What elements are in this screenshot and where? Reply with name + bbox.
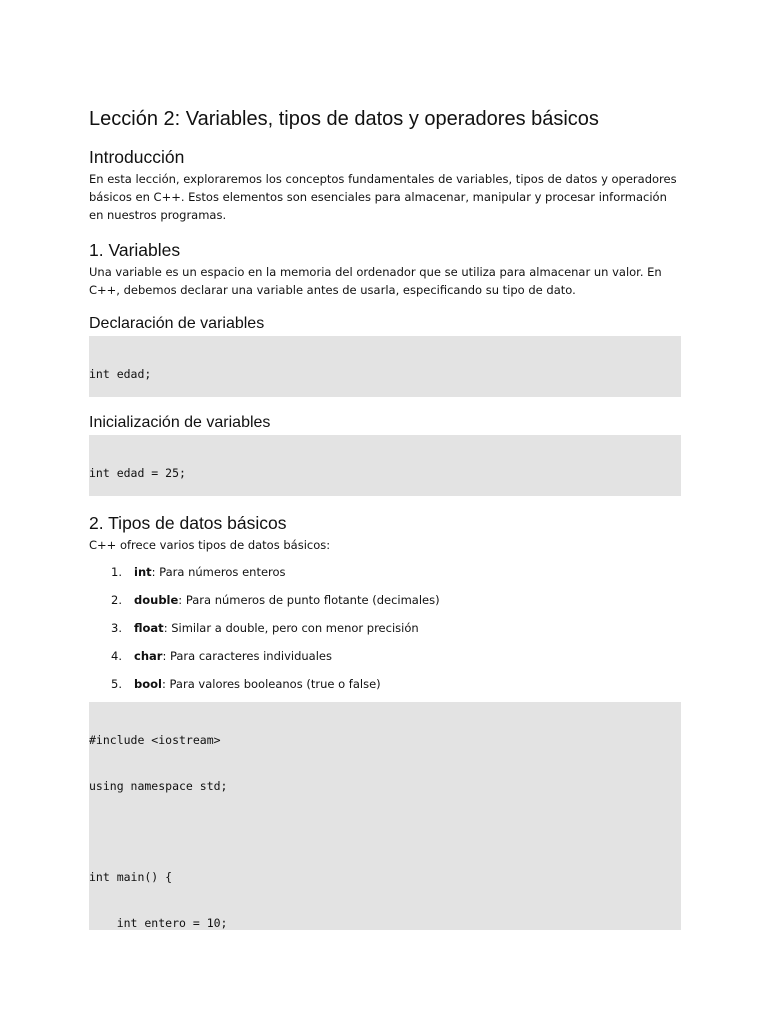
list-item-desc: : Para caracteres individuales bbox=[162, 649, 332, 663]
list-item-desc: : Para números de punto flotante (decimales) bbox=[178, 593, 440, 607]
code-line: int edad = 25; bbox=[89, 466, 186, 481]
initialization-heading: Inicialización de variables bbox=[89, 414, 271, 431]
code-line: int edad; bbox=[89, 367, 152, 382]
list-item-desc: : Para valores booleanos (true o false) bbox=[161, 677, 381, 691]
intro-heading: Introducción bbox=[89, 147, 185, 167]
types-paragraph: C++ ofrece varios tipos de datos básicos: bbox=[89, 538, 331, 552]
code-line: using namespace std; bbox=[89, 779, 228, 793]
list-item-term: bool bbox=[134, 677, 162, 691]
list-item-term: int bbox=[134, 565, 152, 579]
initialization-code-block bbox=[89, 435, 681, 496]
declaration-code-block bbox=[89, 336, 681, 397]
variables-paragraph: Una variable es un espacio en la memoria del ordenador que se utiliza para almacenar un valor. En C++, debemos declarar una variable antes de usarla, especificando su tipo de dato. bbox=[89, 265, 662, 297]
list-item-desc: : Para números enteros bbox=[151, 565, 286, 579]
list-item-term: float bbox=[134, 621, 164, 635]
list-item-desc: : Similar a double, pero con menor precisión bbox=[163, 621, 419, 635]
declaration-heading: Declaración de variables bbox=[89, 315, 265, 332]
list-item-number: 1. bbox=[111, 565, 122, 579]
list-item-term: double bbox=[134, 593, 179, 607]
code-line: int main() { bbox=[89, 870, 173, 885]
types-example-code-block bbox=[89, 702, 681, 930]
variables-heading: 1. Variables bbox=[89, 240, 181, 260]
intro-paragraph: En esta lección, exploraremos los conceptos fundamentales de variables, tipos de datos y operadores básicos en C++. Estos elementos son esenciales para almacenar, manipular y procesar información en nuestros programas. bbox=[89, 172, 677, 222]
code-line: int entero = 10; bbox=[89, 915, 228, 930]
list-item-number: 3. bbox=[111, 621, 122, 635]
list-item-number: 2. bbox=[111, 593, 122, 607]
list-item-number: 5. bbox=[111, 677, 122, 691]
page-title: Lección 2: Variables, tipos de datos y operadores básicos bbox=[89, 108, 599, 130]
list-item-term: char bbox=[134, 649, 163, 663]
code-line bbox=[89, 825, 681, 840]
types-heading: 2. Tipos de datos básicos bbox=[89, 513, 287, 533]
list-item-number: 4. bbox=[111, 649, 122, 663]
code-line: #include <iostream> bbox=[89, 733, 221, 748]
